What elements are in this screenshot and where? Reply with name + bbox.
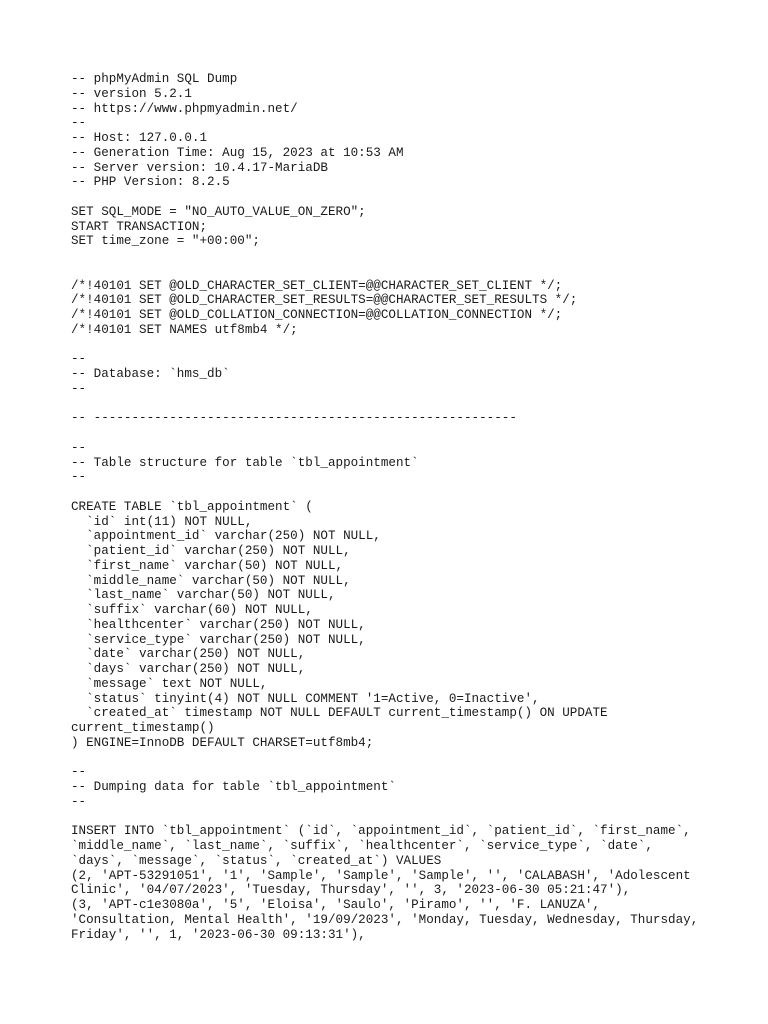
- blank-line: [71, 426, 751, 441]
- blank-line: [71, 264, 751, 279]
- code-line: `last_name` varchar(50) NOT NULL,: [71, 588, 336, 603]
- code-line: -- version 5.2.1: [71, 86, 192, 101]
- code-line: --: [71, 765, 87, 780]
- code-line: -- Host: 127.0.0.1: [71, 131, 208, 145]
- code-line: ) ENGINE=InnoDB DEFAULT CHARSET=utf8mb4;: [71, 735, 374, 750]
- code-line: /*!40101 SET @OLD_COLLATION_CONNECTION=@@COLLATION_CONNECTION */;: [71, 308, 563, 322]
- code-line: `date` varchar(250) NOT NULL,: [71, 647, 306, 662]
- code-line: `suffix` varchar(60) NOT NULL,: [71, 603, 313, 617]
- code-line: Friday', '', 1, '2023-06-30 09:13:31'),: [71, 927, 366, 942]
- code-line: current_timestamp(): [71, 721, 215, 735]
- code-line: (3, 'APT-c1e3080a', '5', 'Eloisa', 'Saulo', 'Piramo', '', 'F. LANUZA',: [71, 898, 601, 912]
- code-line: Clinic', '04/07/2023', 'Tuesday, Thursday', '', 3, '2023-06-30 05:21:47'),: [71, 883, 631, 898]
- code-line: --: [71, 352, 87, 367]
- blank-line: [71, 397, 751, 412]
- code-line: -- --------------------------------------------------------: [71, 411, 517, 426]
- code-line: (2, 'APT-53291051', '1', 'Sample', 'Sample', 'Sample', '', 'CALABASH', 'Adolescent: [71, 868, 691, 883]
- code-line: START TRANSACTION;: [71, 219, 208, 234]
- code-line: `middle_name`, `last_name`, `suffix`, `healthcenter`, `service_type`, `date`,: [71, 839, 653, 853]
- code-line: -- phpMyAdmin SQL Dump: [71, 72, 238, 86]
- code-line: --: [71, 470, 87, 485]
- blank-line: [71, 485, 751, 500]
- code-line: SET time_zone = "+00:00";: [71, 234, 260, 249]
- code-line: /*!40101 SET NAMES utf8mb4 */;: [71, 322, 298, 337]
- code-line: `patient_id` varchar(250) NOT NULL,: [71, 544, 351, 558]
- sql-dump-text: [71, 72, 751, 942]
- code-line: --: [71, 794, 87, 809]
- code-line: `status` tinyint(4) NOT NULL COMMENT '1=Active, 0=Inactive',: [71, 691, 540, 706]
- code-line: -- Generation Time: Aug 15, 2023 at 10:53 AM: [71, 145, 404, 160]
- code-line: --: [71, 440, 87, 455]
- blank-line: [71, 810, 751, 825]
- code-line: `days` varchar(250) NOT NULL,: [71, 662, 306, 676]
- code-line: `middle_name` varchar(50) NOT NULL,: [71, 573, 351, 588]
- code-line: INSERT INTO `tbl_appointment` (`id`, `appointment_id`, `patient_id`, `first_name`,: [71, 824, 691, 839]
- code-line: `created_at` timestamp NOT NULL DEFAULT current_timestamp() ON UPDATE: [71, 706, 608, 721]
- code-line: 'Consultation, Mental Health', '19/09/2023', 'Monday, Tuesday, Wednesday, Thursday,: [71, 912, 699, 927]
- code-line: --: [71, 116, 87, 131]
- code-line: CREATE TABLE `tbl_appointment` (: [71, 499, 313, 514]
- code-line: -- Server version: 10.4.17-MariaDB: [71, 160, 328, 175]
- code-line: `service_type` varchar(250) NOT NULL,: [71, 632, 366, 647]
- blank-line: [71, 338, 751, 353]
- code-line: SET SQL_MODE = "NO_AUTO_VALUE_ON_ZERO";: [71, 204, 366, 219]
- code-line: -- Database: `hms_db`: [71, 367, 230, 381]
- code-line: -- Dumping data for table `tbl_appointment`: [71, 780, 396, 794]
- code-line: `days`, `message`, `status`, `created_at`) VALUES: [71, 853, 442, 868]
- code-line: `appointment_id` varchar(250) NOT NULL,: [71, 529, 381, 544]
- code-line: /*!40101 SET @OLD_CHARACTER_SET_RESULTS=@@CHARACTER_SET_RESULTS */;: [71, 293, 578, 308]
- code-line: -- Table structure for table `tbl_appointment`: [71, 455, 419, 470]
- code-line: -- PHP Version: 8.2.5: [71, 175, 230, 190]
- code-line: /*!40101 SET @OLD_CHARACTER_SET_CLIENT=@@CHARACTER_SET_CLIENT */;: [71, 278, 563, 293]
- code-line: `message` text NOT NULL,: [71, 676, 268, 691]
- code-line: -- https://www.phpmyadmin.net/: [71, 101, 298, 116]
- blank-line: [71, 249, 751, 264]
- blank-line: [71, 751, 751, 766]
- code-line: --: [71, 381, 87, 396]
- code-line: `first_name` varchar(50) NOT NULL,: [71, 558, 344, 573]
- blank-line: [71, 190, 751, 205]
- code-line: `id` int(11) NOT NULL,: [71, 514, 253, 529]
- code-line: `healthcenter` varchar(250) NOT NULL,: [71, 617, 366, 632]
